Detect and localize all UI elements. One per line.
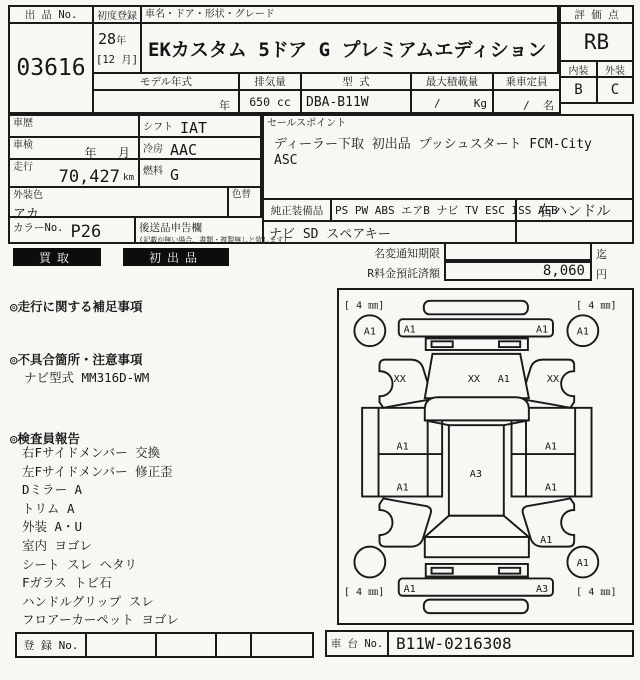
mileage-notes-title: ◎走行に関する補足事項 (10, 299, 143, 314)
exterior-label: 外装 (596, 60, 634, 78)
capacity-value: / 名 (523, 99, 554, 112)
displacement-value: 650 cc (238, 89, 302, 114)
wheel-fr-mark: A1 (576, 326, 589, 338)
wheel-fl-mark: A1 (363, 326, 376, 338)
max-load-label: 最大積載量 (410, 72, 494, 91)
car-name-value: EKカスタム 5ドア G プレミアムエディション (140, 22, 559, 74)
registration-no-cell (85, 632, 157, 658)
wheel-rr-mark: A1 (576, 557, 589, 569)
inspector-line: ハンドルグリップ スレ (22, 593, 154, 609)
inspector-report-list (22, 444, 179, 630)
recycle-fee-label: R料金預託済額 (367, 267, 440, 280)
rear-bottom-strip (424, 600, 528, 613)
car-name-label: 車名・ドア・形状・グレード (145, 9, 275, 20)
name-change-deadline-label: 名変通知期限 (374, 247, 440, 260)
mileage-unit: km (123, 173, 134, 183)
steering-position: 右ハンドル (515, 198, 634, 222)
front-bumper-right-mark: A1 (535, 324, 549, 336)
inspector-line: Fガラス トビ石 (22, 575, 112, 591)
chassis-no-label: 車 台 No. (325, 630, 389, 657)
later-items-cell: 後送品申告欄 (記載が無い場合、書類・複製無しと致します) (134, 216, 264, 244)
inspector-title: ◎検査員報告 (10, 431, 81, 446)
name-change-deadline-box (444, 242, 592, 261)
buyout-badge: 買取 (13, 248, 101, 266)
color-no-cell: カラーNo. P26 (8, 216, 136, 244)
door-lf-mark: A1 (396, 441, 409, 453)
color-change-label: 色替 (232, 189, 252, 200)
sales-point-box: セールスポイント ディーラー下取 初出品 プッシュスタート FCM-City ASC (262, 114, 634, 200)
registration-no-cell (215, 632, 252, 658)
first-reg-month: [12 月] (96, 54, 139, 66)
inspector-line: 室内 ヨゴレ (22, 537, 93, 553)
inspector-line: 左Fサイドメンバー 修正歪 (22, 463, 173, 479)
exterior-grade: C (596, 76, 634, 104)
rear-bumper-left-mark: A1 (403, 583, 416, 595)
model-code-label: 型 式 (300, 72, 412, 91)
handle-empty-cell (515, 220, 634, 244)
front-bumper-left-mark: A1 (403, 324, 416, 336)
first-registration-value (92, 22, 142, 74)
inspector-line: フロアーカーペット ヨゴレ (22, 612, 179, 628)
auction-no-value: 03616 (8, 22, 94, 114)
quarter-rr-mark: A1 (540, 534, 553, 546)
inspector-line: 右Fサイドメンバー 交換 (22, 445, 161, 460)
capacity-label: 乗車定員 (492, 72, 561, 91)
later-items-note: (記載が無い場合、書類・複製無しと致します) (139, 236, 288, 244)
door-rr-mark: A1 (544, 482, 558, 494)
recycle-fee-box: 8,060 (444, 261, 592, 281)
auction-no-label: 出 品 No. (8, 5, 94, 24)
first-reg-year: 28 (98, 30, 117, 48)
tread-rear-left: [ 4 ㎜] (343, 586, 385, 598)
interior-grade: B (559, 76, 598, 104)
first-reg-year-unit: 年 (116, 36, 127, 47)
sales-point-line2: ASC (274, 153, 298, 168)
extra-equipment: ナビ SD スペアキー (262, 220, 517, 244)
chassis-no-value: B11W-0216308 (387, 630, 634, 657)
car-diagram-svg (339, 290, 632, 623)
first-registration-label: 初度登録 (92, 5, 142, 24)
model-year-label: モデル年式 (92, 72, 240, 91)
inspector-line: 外装 A・U (22, 519, 83, 535)
exterior-color-cell: 外装色 アカ (8, 186, 229, 218)
registration-no-label: 登 録 No. (15, 632, 87, 658)
mileage-cell: 走行 70,427 km (8, 158, 140, 188)
sales-point-line1: ディーラー下取 初出品 プッシュスタート FCM-City (274, 137, 592, 152)
hood-right-mark: A1 (497, 373, 510, 385)
inspector-line: Dミラー A (22, 482, 83, 498)
windshield (425, 397, 529, 420)
model-code-value: DBA-B11W (306, 95, 369, 110)
fuel-cell: 燃料 G (138, 158, 262, 188)
first-listing-badge: 初出品 (123, 248, 229, 266)
rear-bumper-right-mark: A3 (535, 583, 549, 595)
inspection-cell: 車検 年 月 (8, 136, 140, 160)
recycle-fee-suffix: 円 (596, 268, 607, 281)
defect-line: ナビ型式 MM316D-WM (24, 370, 150, 385)
fender-fr-mark: XX (546, 373, 560, 385)
grade-label: 評 価 点 (559, 5, 634, 24)
rear-hatch (425, 537, 529, 557)
model-year-value: 年 (219, 99, 230, 112)
equipment-value: PS PW ABS エアB ナビ TV ESC ISS AEB (330, 198, 517, 222)
ac-cell: 冷房 AAC (138, 136, 262, 160)
interior-label: 内装 (559, 60, 598, 78)
inspector-line: トリム A (22, 500, 75, 516)
roof-mark: A3 (469, 469, 482, 481)
front-bumper (399, 319, 553, 336)
damage-diagram (337, 288, 634, 625)
hood-mark: XX (467, 373, 481, 385)
rear-glass (425, 516, 529, 537)
fender-fl-mark: XX (393, 373, 406, 385)
front-top-strip (424, 301, 528, 314)
fender-rear-left (379, 498, 431, 546)
grade-value: RB (559, 22, 634, 62)
registration-no-cell (155, 632, 217, 658)
max-load-value: / Kg (434, 97, 487, 110)
tread-front-right: [ 4 ㎜] (576, 300, 617, 312)
shift-cell: シフト IAT (138, 114, 262, 138)
tread-front-left: [ 4 ㎜] (343, 300, 385, 312)
tread-rear-right: [ 4 ㎜] (576, 586, 617, 598)
displacement-label: 排気量 (238, 72, 302, 91)
door-lr-mark: A1 (396, 482, 409, 494)
door-rf-mark: A1 (544, 441, 558, 453)
equipment-label: 純正装備品 (262, 198, 332, 222)
registration-no-cell (250, 632, 314, 658)
rear-bumper (399, 578, 553, 595)
history-label: 車歴 (13, 118, 33, 129)
name-change-suffix: 迄 (596, 248, 607, 261)
inspector-line: シート スレ ヘタリ (22, 556, 138, 572)
wheel-rear-left (354, 547, 385, 578)
defects-title: ◎不具合箇所・注意事項 (10, 352, 143, 367)
